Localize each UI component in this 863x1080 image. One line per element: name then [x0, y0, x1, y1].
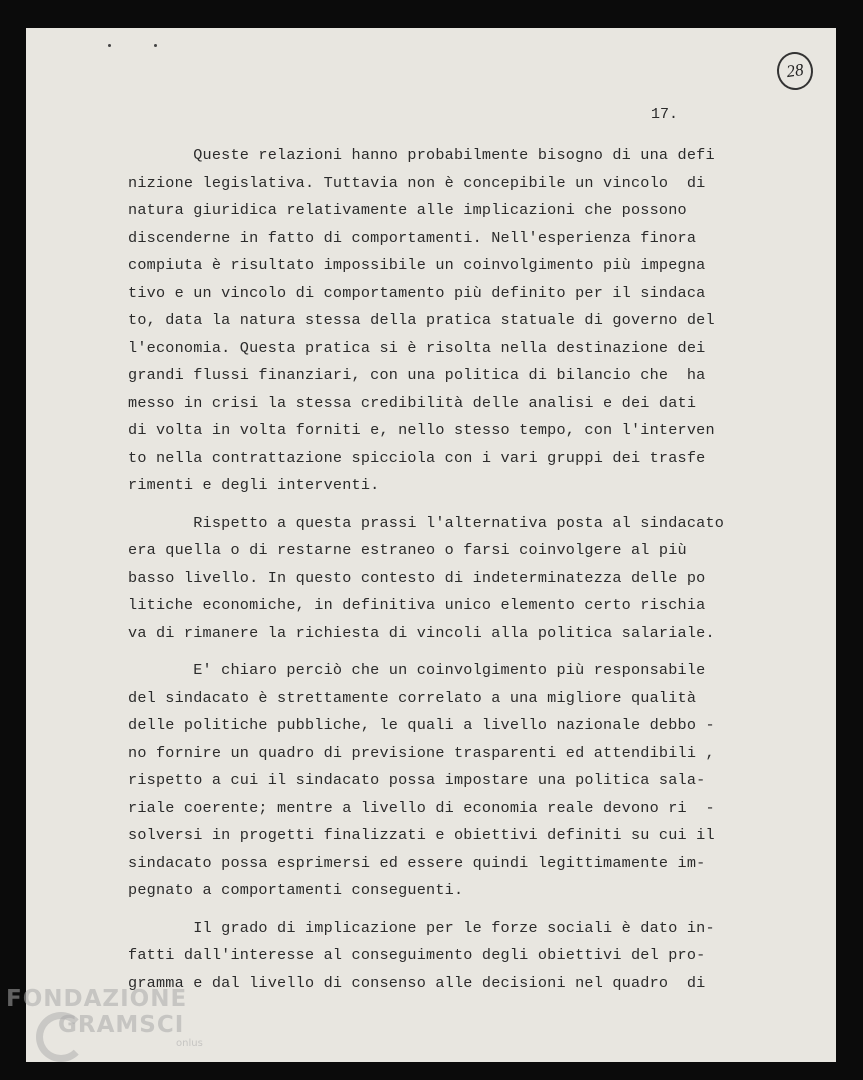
handwritten-page-stamp	[775, 50, 816, 93]
paragraph	[128, 142, 818, 500]
watermark-line-3: onlus	[176, 1038, 203, 1049]
text-line: rispetto a cui il sindacato possa impostare una politica sala-	[128, 771, 706, 789]
text-line: sindacato possa esprimersi ed essere quindi legittimamente im-	[128, 853, 706, 872]
text-line: pegnato a comportamenti conseguenti.	[128, 881, 464, 899]
text-line: tivo e un vincolo di comportamento più definito per il sindaca	[128, 283, 706, 302]
text-line: to, data la natura stessa della pratica statuale di governo del	[128, 311, 715, 329]
text-line: natura giuridica relativamente alle implicazioni che possono	[128, 201, 687, 219]
text-line: discenderne in fatto di comportamenti. Nell'esperienza finora	[128, 228, 697, 247]
text-line: rimenti e degli interventi.	[128, 476, 380, 494]
text-line: gramma e dal livello di consenso alle decisioni nel quadro di	[128, 973, 706, 992]
paper-speck	[154, 44, 157, 47]
text-line: messo in crisi la stessa credibilità delle analisi e dei dati	[128, 393, 697, 412]
text-line: fatti dall'interesse al conseguimento degli obiettivi del pro-	[128, 946, 706, 964]
watermark-line-1: FONDAZIONE	[6, 986, 188, 1012]
text-line: Queste relazioni hanno probabilmente bisogno di una defi	[128, 146, 715, 164]
text-line: l'economia. Questa pratica si è risolta nella destinazione dei	[128, 338, 706, 357]
text-line: era quella o di restarne estraneo o farsi coinvolgere al più	[128, 541, 687, 559]
text-line: delle politiche pubbliche, le quali a livello nazionale debbo -	[128, 716, 715, 734]
text-line: grandi flussi finanziari, con una politica di bilancio che ha	[128, 366, 706, 384]
page-stamp-number: 28	[785, 59, 805, 82]
text-line: no fornire un quadro di previsione trasparenti ed attendibili ,	[128, 743, 715, 762]
text-line: to nella contrattazione spicciola con i vari gruppi dei trasfe	[128, 448, 706, 467]
paragraph	[128, 510, 818, 648]
text-line: va di rimanere la richiesta di vincoli alla politica salariale.	[128, 623, 715, 642]
text-line: nizione legislativa. Tuttavia non è concepibile un vincolo di	[128, 173, 706, 192]
text-line: Rispetto a questa prassi l'alternativa posta al sindacato	[128, 513, 725, 532]
text-line: basso livello. In questo contesto di indeterminatezza delle po	[128, 568, 706, 587]
text-line: solversi in progetti finalizzati e obiettivi definiti su cui il	[128, 826, 715, 844]
text-line: E' chiaro perciò che un coinvolgimento più responsabile	[128, 661, 706, 679]
text-line: del sindacato è strettamente correlato a una migliore qualità	[128, 688, 697, 707]
page-number: 17.	[651, 106, 679, 123]
document-page	[26, 28, 836, 1062]
text-line: litiche economiche, in definitiva unico elemento certo rischia	[128, 596, 706, 614]
paragraph	[128, 915, 818, 998]
watermark-line-2: GRAMSCI	[58, 1012, 185, 1038]
typewritten-text	[128, 142, 818, 1007]
paper-speck	[108, 44, 111, 47]
watermark-logo-icon	[36, 1012, 86, 1062]
text-line: di volta in volta forniti e, nello stesso tempo, con l'interven	[128, 421, 715, 439]
text-line: riale coerente; mentre a livello di economia reale devono ri -	[128, 798, 715, 817]
text-line: compiuta è risultato impossibile un coinvolgimento più impegna	[128, 256, 706, 274]
text-line: Il grado di implicazione per le forze sociali è dato in-	[128, 918, 715, 937]
paragraph	[128, 657, 818, 905]
